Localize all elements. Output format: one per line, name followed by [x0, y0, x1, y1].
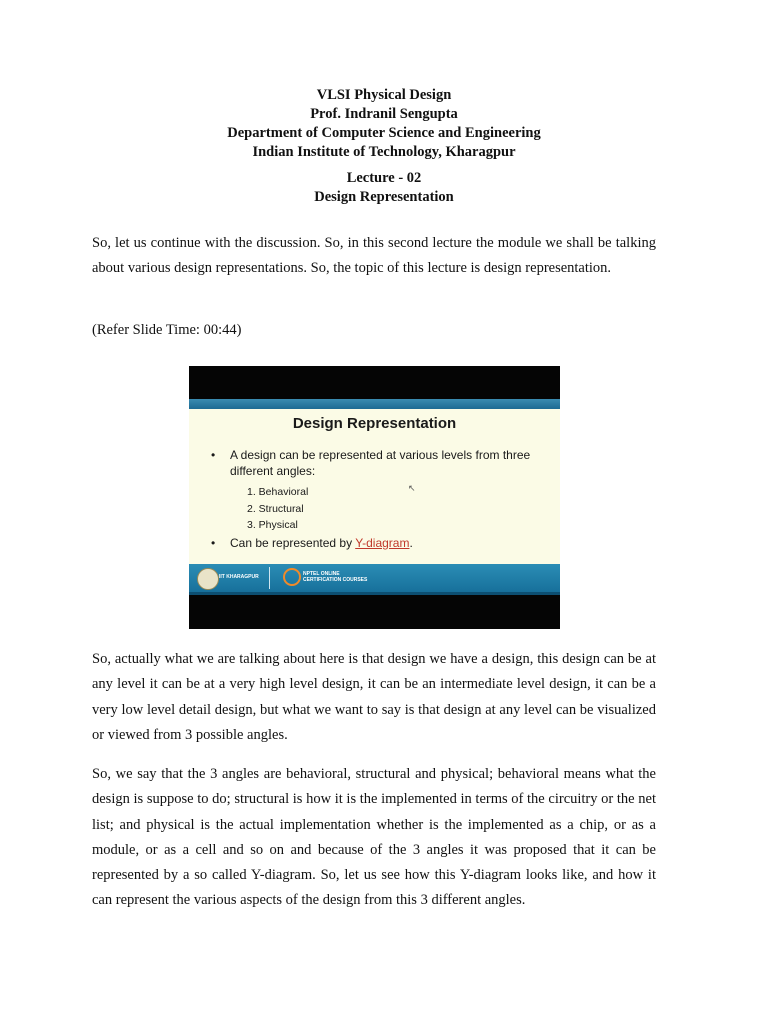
slide-footer: [189, 564, 560, 592]
slide-bullet-1: [211, 447, 541, 481]
department-name: Department of Computer Science and Engineering: [227, 125, 541, 141]
slide-item-physical: 3. Physical: [247, 519, 298, 531]
iit-kharagpur-logo-icon: [197, 568, 219, 590]
paragraph-levels: So, actually what we are talking about here is that design we have a design, this design can be at any level it can be at a very high level design, it can be an intermediate level design, it can be a very low level detail design, but what we want to say is that design at any level can be visualized or viewed from 3 possible angles.: [92, 651, 656, 743]
slide-body: [189, 409, 560, 564]
slide-item-behavioral: 1. Behavioral: [247, 486, 309, 498]
slide-top-band: [189, 399, 560, 409]
refer-slide-time: (Refer Slide Time: 00:44): [92, 322, 242, 338]
professor-name: Prof. Indranil Sengupta: [310, 106, 458, 122]
slide-bullet-2: [211, 535, 541, 553]
footer-right-label: NPTEL ONLINE CERTIFICATION COURSES: [303, 571, 368, 583]
footer-left-label: IIT KHARAGPUR: [219, 574, 259, 580]
mouse-cursor-icon: ↖: [408, 484, 416, 494]
slide-bottom-band: [189, 592, 560, 595]
slide-bullet-2-suffix: .: [409, 536, 413, 550]
paragraph-angles: So, we say that the 3 angles are behavioral, structural and physical; behavioral means what the design is suppose to do; structural is how it is the implemented in terms of the circuitry or the net list; and physical is the actual implementation whether is the implemented as a chip, or as a module, or as a cell and so on and because of the 3 angles it was proposed that it can be represented by a so called Y-diagram. So, let us see how this Y-diagram looks like, and how it can represent the various aspects of the design from this 3 different angles.: [92, 766, 656, 909]
footer-divider: [269, 567, 270, 589]
bullet-dot-icon: •: [211, 448, 216, 462]
institute-name: Indian Institute of Technology, Kharagpur: [252, 144, 516, 160]
slide-title: Design Representation: [292, 415, 457, 432]
lecture-title: Design Representation: [314, 189, 454, 205]
paragraph-intro: So, let us continue with the discussion. So, in this second lecture the module we shall be talking about various design representations. So, the topic of this lecture is design representation.: [92, 235, 656, 277]
lecture-heading: [0, 169, 768, 207]
slide-bullet-1-text: A design can be represented at various levels from three different angles:: [230, 448, 531, 478]
y-diagram-link: Y-diagram: [355, 536, 410, 550]
slide-bullet-2-prefix: Can be represented by: [230, 536, 356, 550]
lecture-number: Lecture - 02: [346, 170, 422, 186]
nptel-logo-icon: [283, 568, 301, 586]
slide-bullet-2-text: [230, 535, 540, 551]
lecture-slide-image: [189, 366, 560, 629]
document-header: [0, 86, 768, 162]
bullet-dot-icon: •: [211, 536, 216, 550]
course-title: VLSI Physical Design: [316, 87, 452, 103]
slide-item-structural: 2. Structural: [247, 503, 304, 515]
